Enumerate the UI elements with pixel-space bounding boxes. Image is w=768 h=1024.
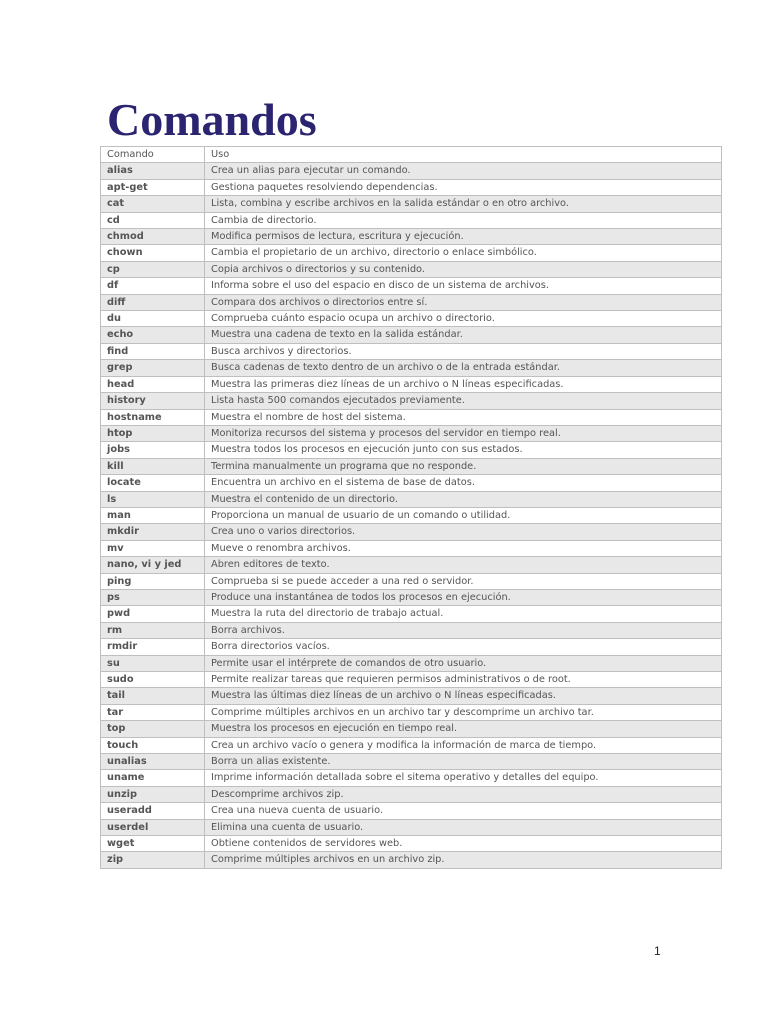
table-row <box>101 163 722 179</box>
command-name-cell: pwd <box>101 606 205 622</box>
command-usage-cell: Borra un alias existente. <box>205 754 722 770</box>
command-usage-cell: Copia archivos o directorios y su contenido. <box>205 261 722 277</box>
command-usage-cell: Monitoriza recursos del sistema y procesos del servidor en tiempo real. <box>205 425 722 441</box>
command-name-cell: kill <box>101 458 205 474</box>
command-usage-cell: Gestiona paquetes resolviendo dependencias. <box>205 179 722 195</box>
command-name-cell: alias <box>101 163 205 179</box>
command-usage-cell: Obtiene contenidos de servidores web. <box>205 836 722 852</box>
table-row <box>101 491 722 507</box>
command-usage-cell: Muestra las últimas diez líneas de un archivo o N líneas especificadas. <box>205 688 722 704</box>
table-row <box>101 393 722 409</box>
command-usage-cell: Permite realizar tareas que requieren permisos administrativos o de root. <box>205 672 722 688</box>
command-name-cell: grep <box>101 360 205 376</box>
table-row <box>101 524 722 540</box>
command-usage-cell: Busca archivos y directorios. <box>205 343 722 359</box>
command-name-cell: wget <box>101 836 205 852</box>
command-name-cell: unzip <box>101 786 205 802</box>
command-name-cell: mv <box>101 540 205 556</box>
page-number: 1 <box>654 944 661 958</box>
command-usage-cell: Abren editores de texto. <box>205 557 722 573</box>
command-usage-cell: Crea uno o varios directorios. <box>205 524 722 540</box>
command-name-cell: su <box>101 655 205 671</box>
table-row <box>101 442 722 458</box>
table-row <box>101 179 722 195</box>
command-name-cell: du <box>101 311 205 327</box>
command-usage-cell: Lista hasta 500 comandos ejecutados previamente. <box>205 393 722 409</box>
table-row <box>101 589 722 605</box>
command-usage-cell: Comprueba si se puede acceder a una red o servidor. <box>205 573 722 589</box>
table-row <box>101 672 722 688</box>
command-usage-cell: Cambia de directorio. <box>205 212 722 228</box>
table-row <box>101 343 722 359</box>
command-usage-cell: Muestra todos los procesos en ejecución junto con sus estados. <box>205 442 722 458</box>
header-command: Comando <box>101 147 205 163</box>
command-name-cell: ls <box>101 491 205 507</box>
command-usage-cell: Termina manualmente un programa que no responde. <box>205 458 722 474</box>
command-usage-cell: Modifica permisos de lectura, escritura y ejecución. <box>205 229 722 245</box>
table-row <box>101 196 722 212</box>
command-name-cell: find <box>101 343 205 359</box>
header-usage: Uso <box>205 147 722 163</box>
table-row <box>101 212 722 228</box>
table-row <box>101 573 722 589</box>
command-usage-cell: Proporciona un manual de usuario de un comando o utilidad. <box>205 507 722 523</box>
command-usage-cell: Mueve o renombra archivos. <box>205 540 722 556</box>
command-usage-cell: Borra directorios vacíos. <box>205 639 722 655</box>
commands-table <box>100 146 722 869</box>
command-usage-cell: Crea un alias para ejecutar un comando. <box>205 163 722 179</box>
command-usage-cell: Comprueba cuánto espacio ocupa un archivo o directorio. <box>205 311 722 327</box>
command-usage-cell: Imprime información detallada sobre el sitema operativo y detalles del equipo. <box>205 770 722 786</box>
command-name-cell: echo <box>101 327 205 343</box>
table-row <box>101 294 722 310</box>
command-name-cell: userdel <box>101 819 205 835</box>
command-name-cell: jobs <box>101 442 205 458</box>
command-usage-cell: Encuentra un archivo en el sistema de base de datos. <box>205 475 722 491</box>
table-row <box>101 376 722 392</box>
command-usage-cell: Muestra la ruta del directorio de trabajo actual. <box>205 606 722 622</box>
command-name-cell: touch <box>101 737 205 753</box>
command-usage-cell: Permite usar el intérprete de comandos de otro usuario. <box>205 655 722 671</box>
table-row <box>101 507 722 523</box>
table-row <box>101 852 722 868</box>
command-name-cell: useradd <box>101 803 205 819</box>
command-name-cell: chown <box>101 245 205 261</box>
table-row <box>101 229 722 245</box>
table-row <box>101 639 722 655</box>
command-name-cell: history <box>101 393 205 409</box>
table-row <box>101 704 722 720</box>
command-name-cell: locate <box>101 475 205 491</box>
table-row <box>101 721 722 737</box>
table-row <box>101 836 722 852</box>
command-name-cell: mkdir <box>101 524 205 540</box>
command-usage-cell: Muestra una cadena de texto en la salida estándar. <box>205 327 722 343</box>
table-row <box>101 458 722 474</box>
table-row <box>101 327 722 343</box>
command-name-cell: cp <box>101 261 205 277</box>
table-body <box>101 163 722 868</box>
command-usage-cell: Elimina una cuenta de usuario. <box>205 819 722 835</box>
table-row <box>101 737 722 753</box>
command-usage-cell: Muestra el nombre de host del sistema. <box>205 409 722 425</box>
command-name-cell: unalias <box>101 754 205 770</box>
command-name-cell: tail <box>101 688 205 704</box>
command-name-cell: df <box>101 278 205 294</box>
command-usage-cell: Lista, combina y escribe archivos en la salida estándar o en otro archivo. <box>205 196 722 212</box>
table-row <box>101 475 722 491</box>
command-name-cell: hostname <box>101 409 205 425</box>
table-row <box>101 688 722 704</box>
command-name-cell: rmdir <box>101 639 205 655</box>
command-usage-cell: Busca cadenas de texto dentro de un archivo o de la entrada estándar. <box>205 360 722 376</box>
table-row <box>101 622 722 638</box>
command-usage-cell: Produce una instantánea de todos los procesos en ejecución. <box>205 589 722 605</box>
command-usage-cell: Descomprime archivos zip. <box>205 786 722 802</box>
command-name-cell: tar <box>101 704 205 720</box>
table-row <box>101 425 722 441</box>
table-row <box>101 278 722 294</box>
command-usage-cell: Compara dos archivos o directorios entre sí. <box>205 294 722 310</box>
table-row <box>101 819 722 835</box>
command-name-cell: apt-get <box>101 179 205 195</box>
table-row <box>101 754 722 770</box>
command-usage-cell: Crea un archivo vacío o genera y modifica la información de marca de tiempo. <box>205 737 722 753</box>
command-name-cell: man <box>101 507 205 523</box>
command-name-cell: chmod <box>101 229 205 245</box>
table-header-row <box>101 147 722 163</box>
command-usage-cell: Borra archivos. <box>205 622 722 638</box>
table-row <box>101 245 722 261</box>
command-name-cell: ping <box>101 573 205 589</box>
table-row <box>101 803 722 819</box>
command-usage-cell: Comprime múltiples archivos en un archivo zip. <box>205 852 722 868</box>
page-title: Comandos <box>107 94 317 145</box>
table-row <box>101 409 722 425</box>
command-name-cell: ps <box>101 589 205 605</box>
command-name-cell: rm <box>101 622 205 638</box>
command-name-cell: htop <box>101 425 205 441</box>
command-name-cell: cat <box>101 196 205 212</box>
table-row <box>101 655 722 671</box>
command-usage-cell: Muestra las primeras diez líneas de un archivo o N líneas especificadas. <box>205 376 722 392</box>
command-usage-cell: Cambia el propietario de un archivo, directorio o enlace simbólico. <box>205 245 722 261</box>
table-row <box>101 360 722 376</box>
command-usage-cell: Muestra el contenido de un directorio. <box>205 491 722 507</box>
command-name-cell: sudo <box>101 672 205 688</box>
table-row <box>101 261 722 277</box>
table-row <box>101 770 722 786</box>
command-usage-cell: Informa sobre el uso del espacio en disco de un sistema de archivos. <box>205 278 722 294</box>
table-row <box>101 311 722 327</box>
command-name-cell: nano, vi y jed <box>101 557 205 573</box>
table-row <box>101 606 722 622</box>
command-name-cell: zip <box>101 852 205 868</box>
command-name-cell: top <box>101 721 205 737</box>
command-name-cell: uname <box>101 770 205 786</box>
table-row <box>101 786 722 802</box>
command-usage-cell: Crea una nueva cuenta de usuario. <box>205 803 722 819</box>
table-row <box>101 540 722 556</box>
command-name-cell: cd <box>101 212 205 228</box>
table-row <box>101 557 722 573</box>
command-name-cell: diff <box>101 294 205 310</box>
command-name-cell: head <box>101 376 205 392</box>
command-usage-cell: Comprime múltiples archivos en un archivo tar y descomprime un archivo tar. <box>205 704 722 720</box>
command-usage-cell: Muestra los procesos en ejecución en tiempo real. <box>205 721 722 737</box>
